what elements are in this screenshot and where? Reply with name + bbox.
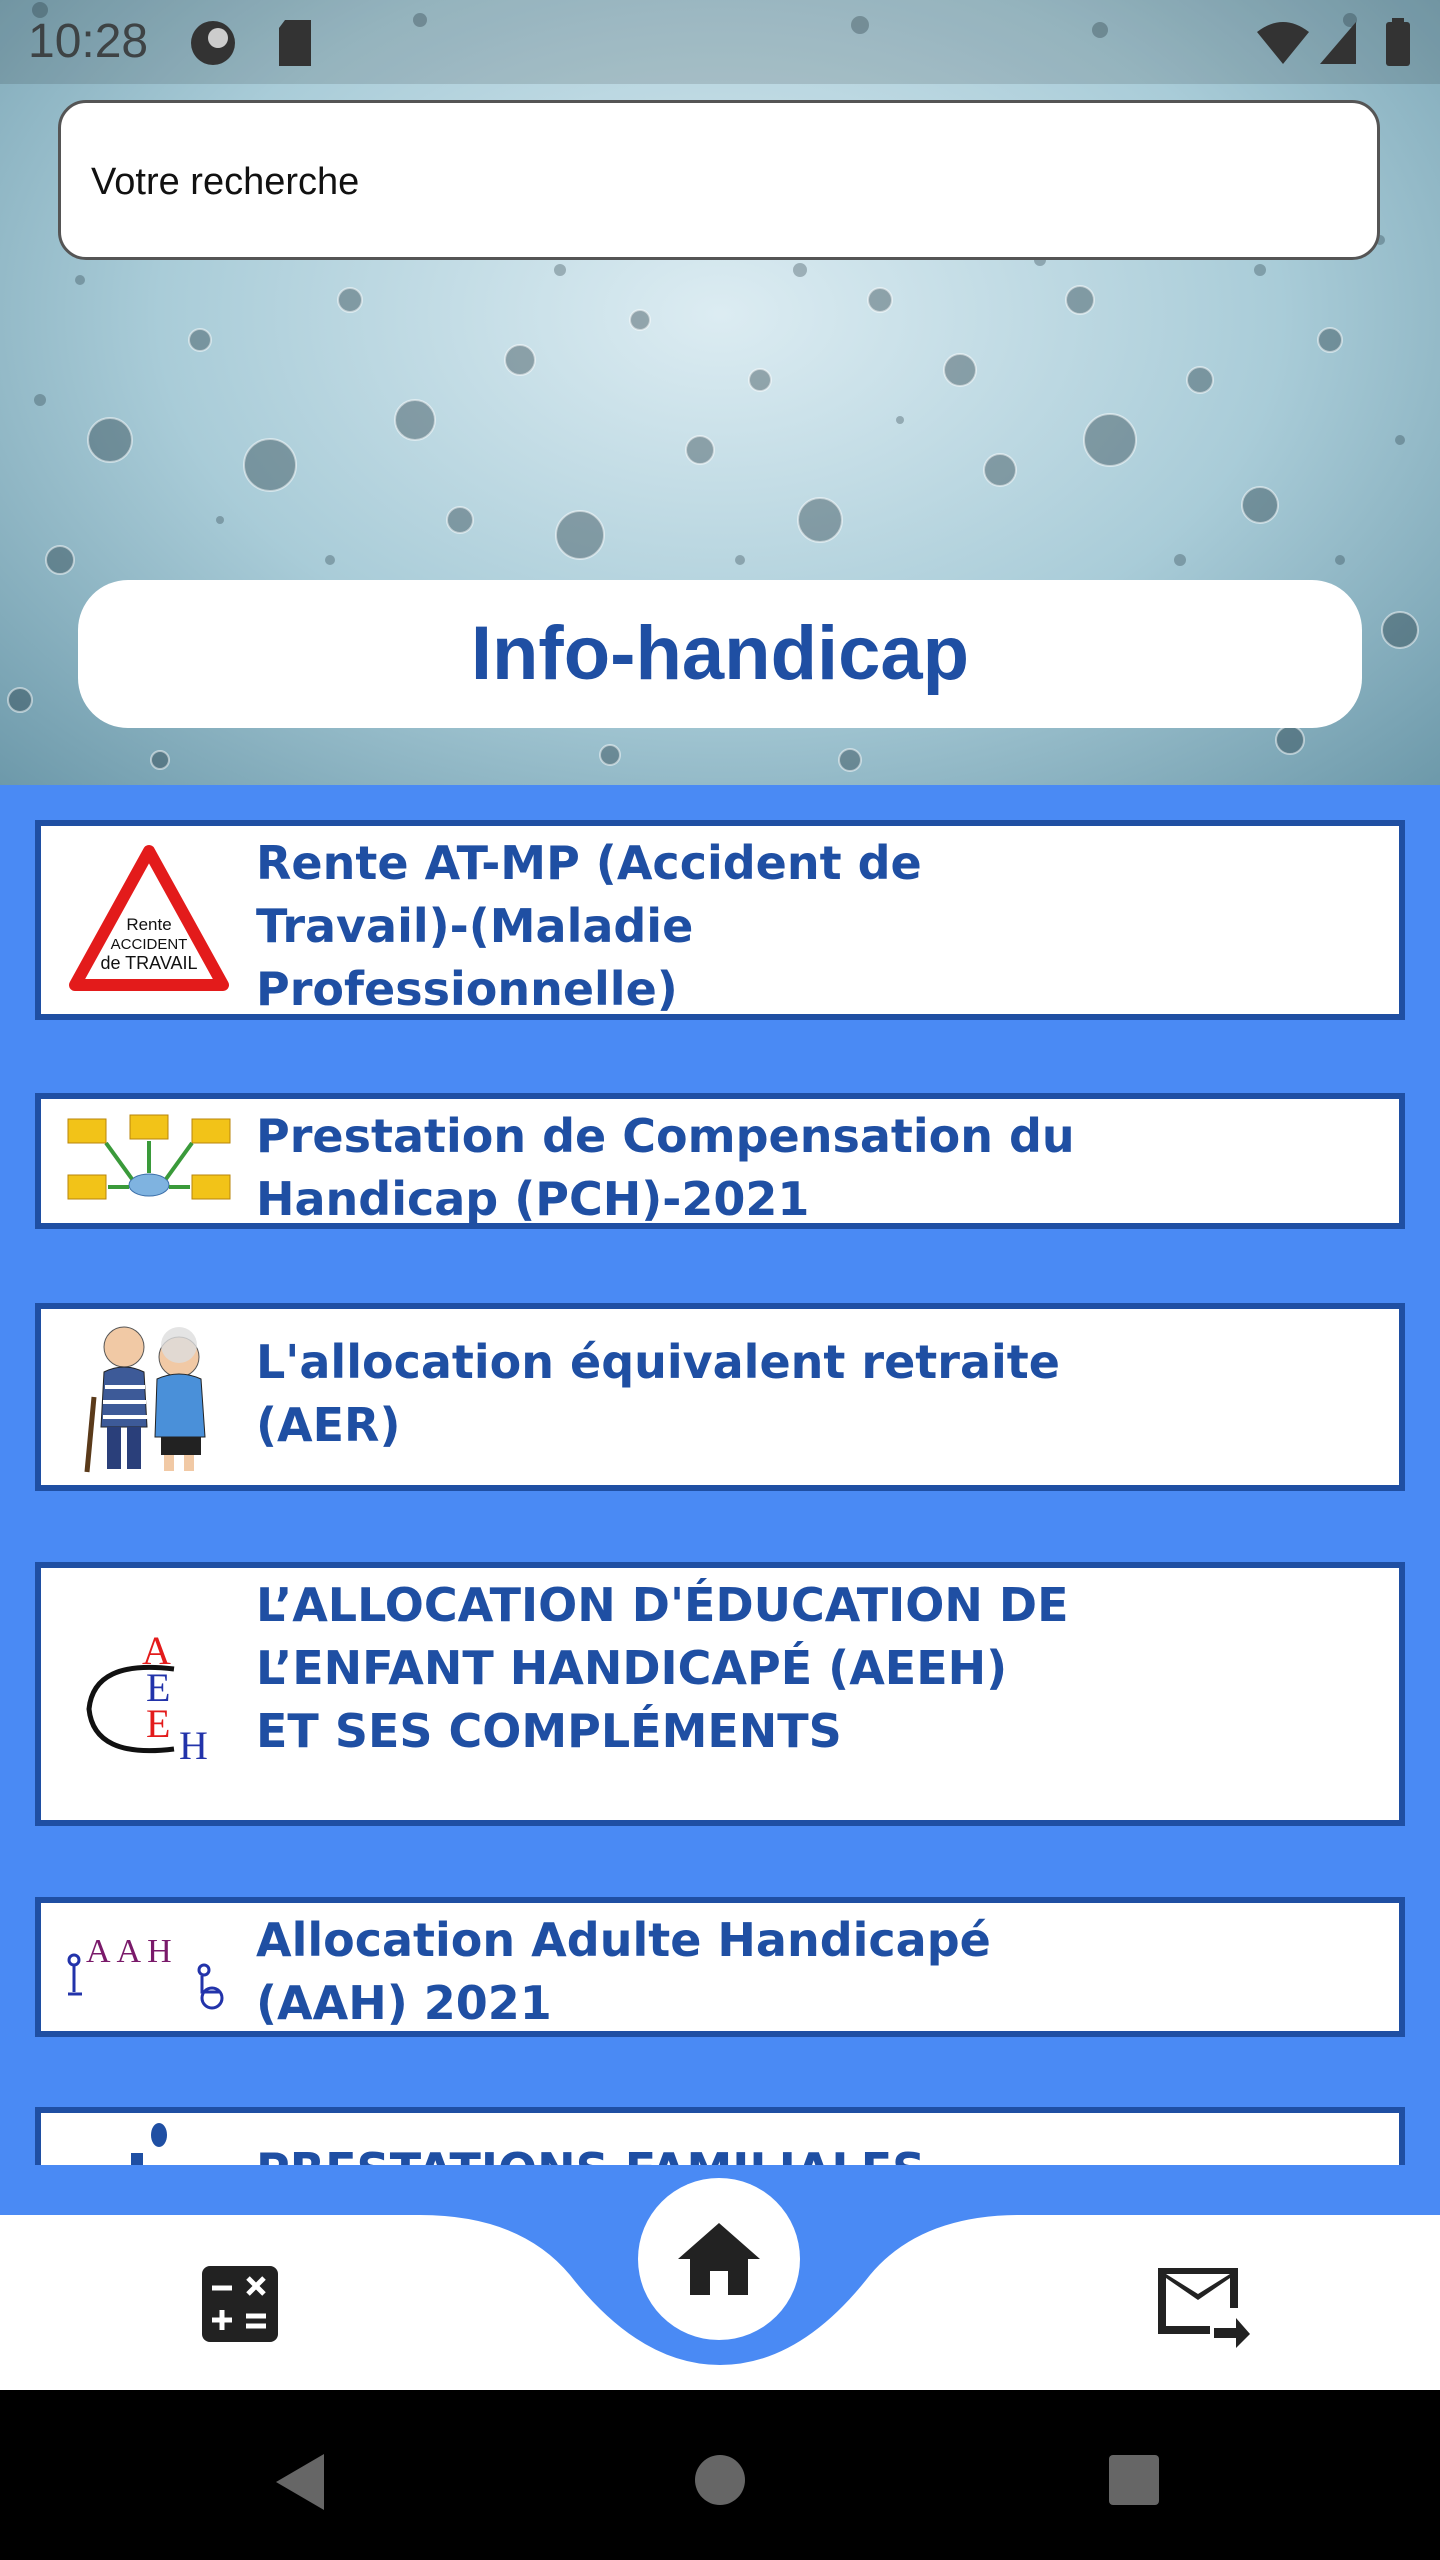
aeeh-logo-icon: [49, 1568, 249, 1820]
svg-text:E: E: [146, 1665, 171, 1710]
app-notification-icon: [188, 18, 238, 72]
svg-text:AAH: AAH: [86, 1933, 178, 1970]
wifi-icon: [1255, 18, 1311, 70]
contact-button[interactable]: [1154, 2264, 1250, 2352]
signal-icon: [1318, 18, 1358, 70]
search-placeholder: Votre recherche: [91, 161, 360, 203]
pch-diagram-icon: [49, 1099, 249, 1223]
home-system-icon[interactable]: [694, 2454, 746, 2510]
svg-text:Rente: Rente: [126, 915, 172, 934]
list-item-aer[interactable]: [35, 1303, 1405, 1491]
search-input[interactable]: [58, 100, 1380, 260]
list-item-label: Prestation de Compensation du Handicap (PCH)-2021: [256, 1109, 1075, 1226]
elderly-couple-icon: [49, 1309, 249, 1485]
recents-icon[interactable]: [1108, 2454, 1160, 2510]
svg-text:A: A: [142, 1628, 171, 1673]
list-item-aeeh[interactable]: [35, 1562, 1405, 1826]
list-item-aah[interactable]: [35, 1897, 1405, 2037]
list-item-label: Allocation Adulte Handicapé (AAH) 2021: [256, 1913, 991, 2030]
svg-text:E: E: [146, 1701, 171, 1746]
svg-text:ACCIDENT: ACCIDENT: [110, 936, 188, 953]
mail-forward-icon: [1154, 2264, 1250, 2348]
svg-text:H: H: [179, 1723, 208, 1768]
status-bar: [0, 0, 1440, 84]
status-time: 10:28: [28, 15, 149, 68]
list-item-label: L'allocation équivalent retraite (AER): [256, 1335, 1060, 1452]
page-title: Info-handicap: [470, 611, 970, 696]
home-icon: [676, 2221, 762, 2297]
title-banner: [78, 580, 1362, 728]
back-icon[interactable]: [272, 2452, 328, 2516]
svg-text:de TRAVAIL: de TRAVAIL: [100, 953, 198, 973]
benefits-list[interactable]: [0, 785, 1440, 2165]
battery-icon: [1384, 18, 1412, 70]
home-button[interactable]: [638, 2178, 800, 2340]
system-navigation-bar: [0, 2390, 1440, 2560]
list-item-label: Rente AT-MP (Accident de Travail)-(Maladie Professionnelle): [256, 836, 922, 1016]
list-item-rente-at-mp[interactable]: [35, 820, 1405, 1020]
aah-logo-icon: [49, 1903, 249, 2031]
calculator-button[interactable]: [200, 2264, 280, 2348]
warning-sign-icon: [49, 826, 249, 1014]
list-item-label: L’ALLOCATION D'ÉDUCATION DE L’ENFANT HANDICAPÉ (AEEH) ET SES COMPLÉMENTS: [256, 1578, 1069, 1758]
calculator-icon: [200, 2264, 280, 2344]
sd-card-icon: [275, 18, 315, 72]
list-item-pch[interactable]: [35, 1093, 1405, 1229]
